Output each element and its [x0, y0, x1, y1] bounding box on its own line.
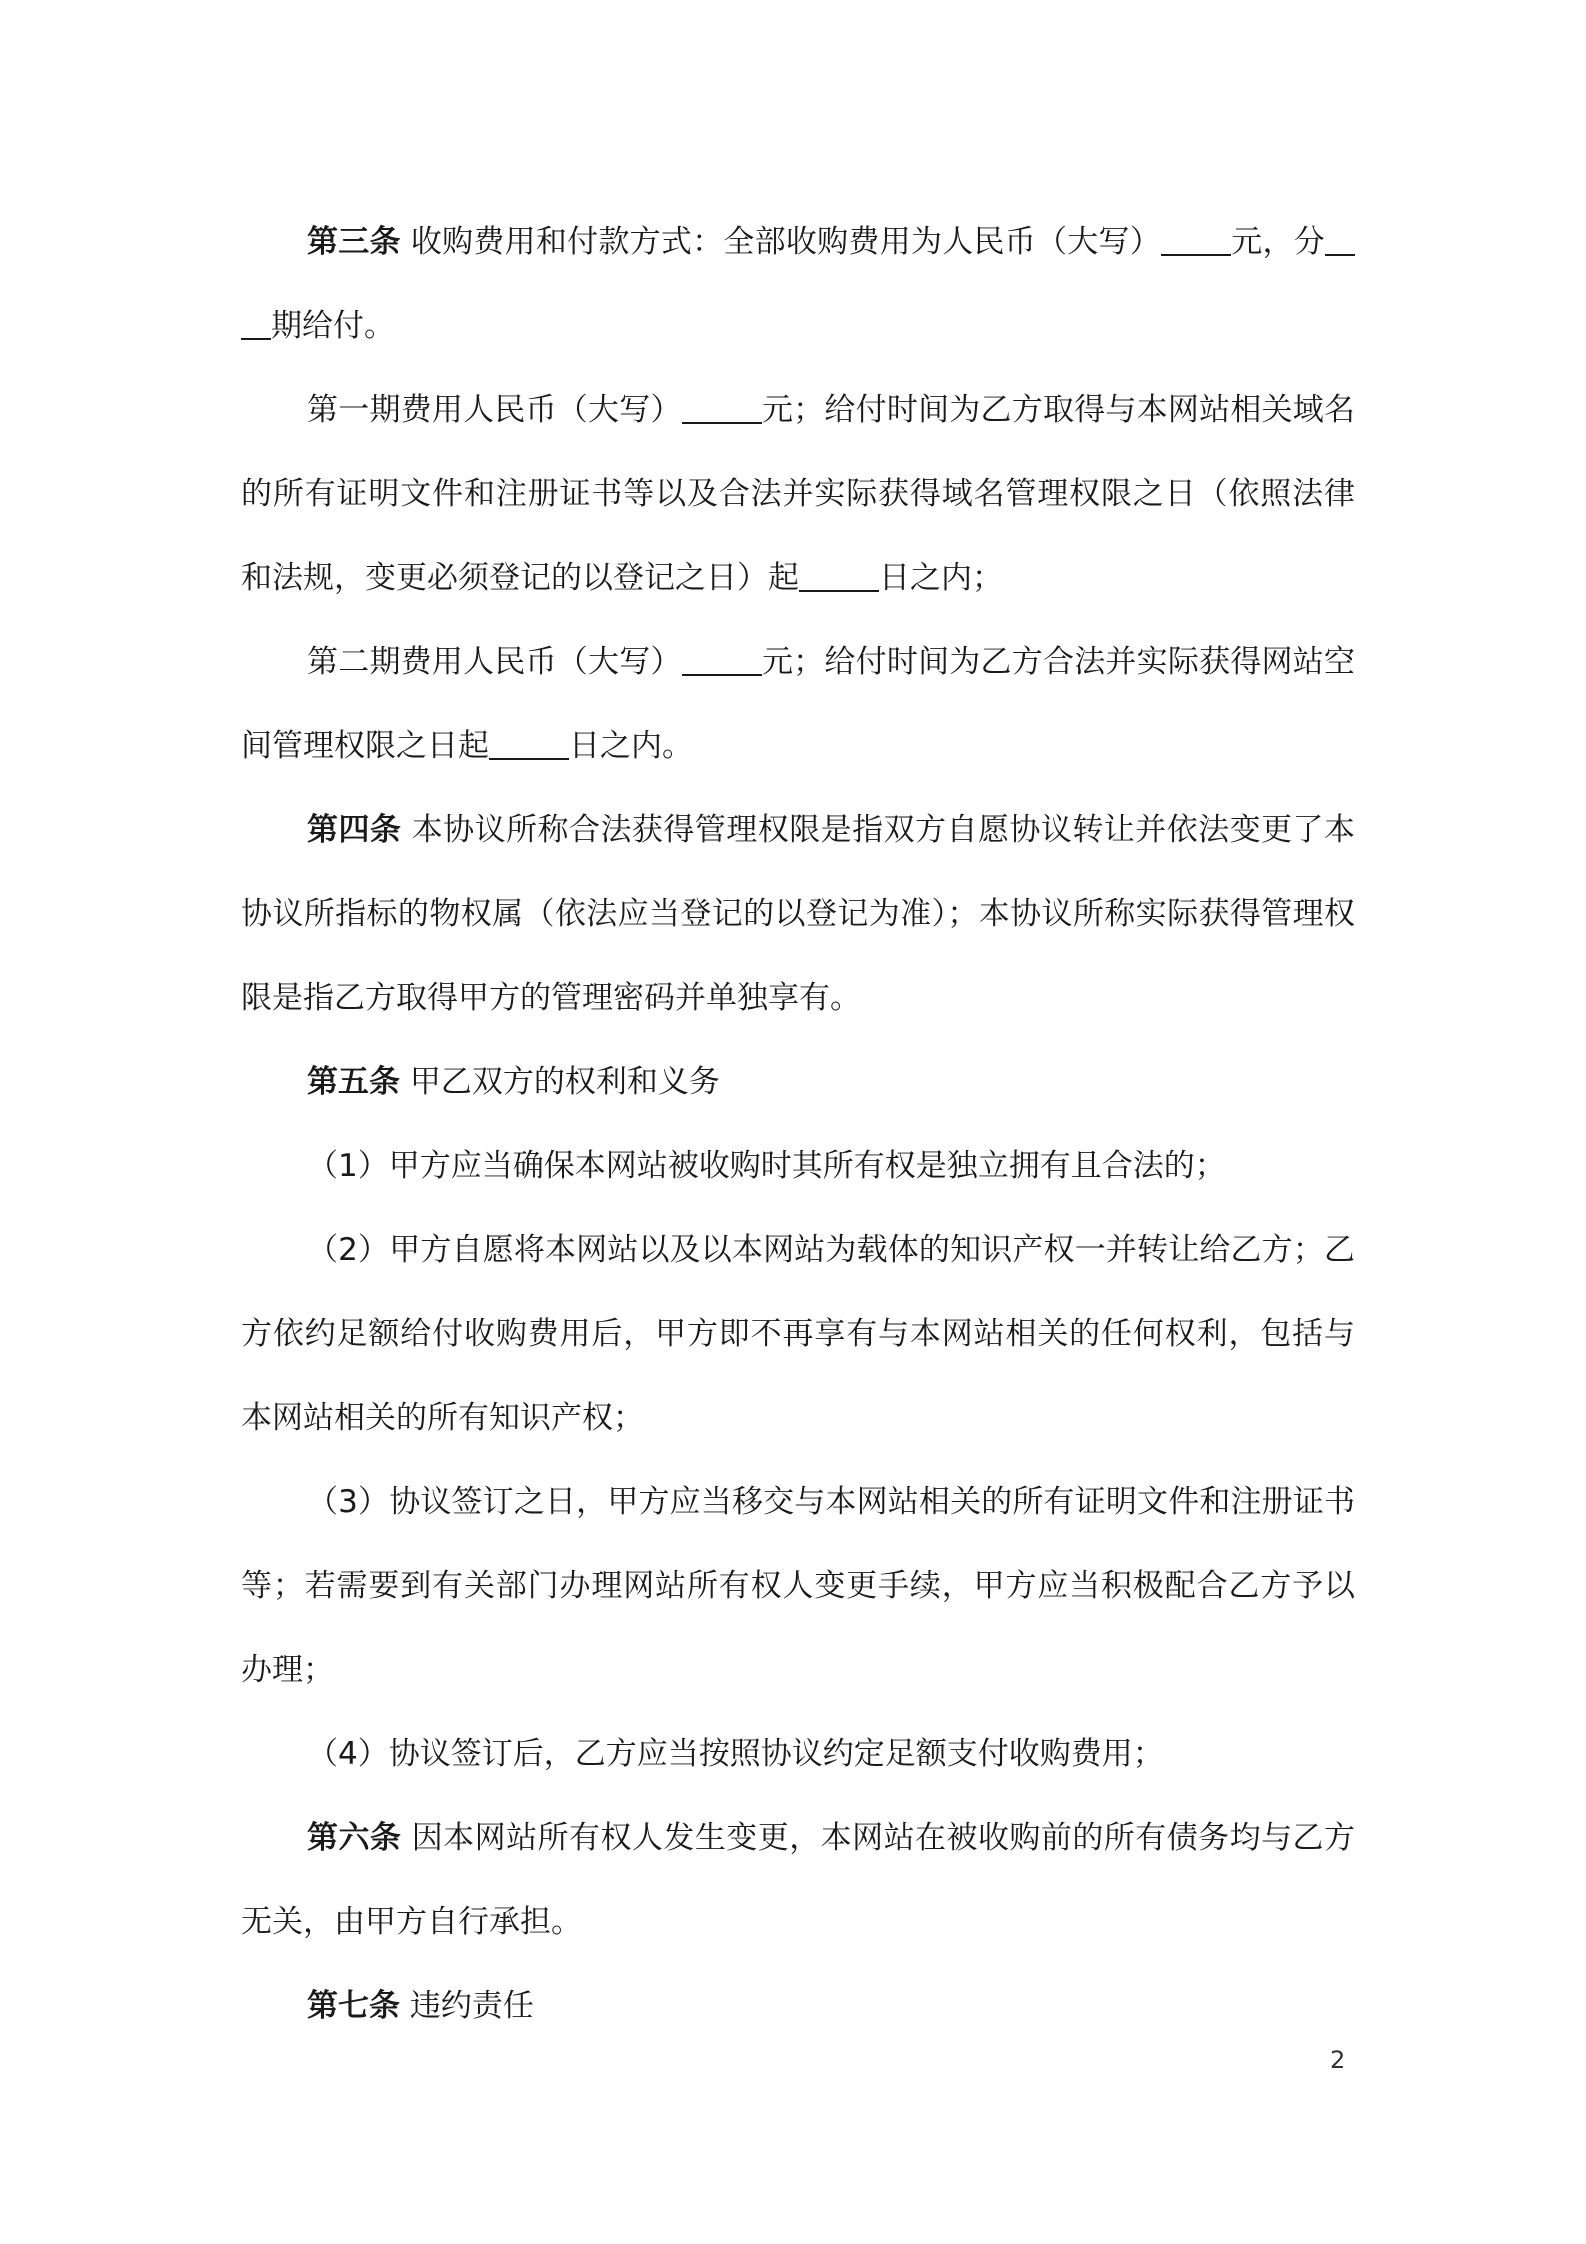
article-6-text: 因本网站所有权人发生变更，本网站在被收购前的所有债务均与乙方无关，由甲方自行承担。: [241, 1820, 1356, 1940]
phase-2-days-blank: [489, 728, 569, 760]
article-7-paragraph: [241, 1964, 1355, 2048]
installments-blank-1: [1325, 224, 1355, 256]
phase-2-text-b: 元；给付时间为乙方合法并实际获得网站空间管理权限之日起: [241, 644, 1356, 764]
article-3-text-a: 收购费用和付款方式：全部收购费用为人民币（大写）: [410, 224, 1161, 260]
phase-2-text-c: 日之内。: [569, 728, 693, 764]
article-4-text: 本协议所称合法获得管理权限是指双方自愿协议转让并依法变更了本协议所指标的物权属（依法应当登记的以登记为准）；本协议所称实际获得管理权限是指乙方取得甲方的管理密码并单独享有。: [241, 812, 1356, 1016]
total-amount-blank: [1161, 224, 1231, 256]
article-4-heading: 第四条: [307, 812, 402, 848]
document-body: [241, 200, 1355, 2048]
phase-2-amount-blank: [682, 644, 762, 676]
phase-1-paragraph: [241, 368, 1355, 620]
article-5-paragraph: [241, 1040, 1355, 1124]
phase-1-text-a: 第一期费用人民币（大写）: [307, 392, 682, 428]
article-5-heading: 第五条: [307, 1064, 400, 1100]
phase-2-paragraph: [241, 620, 1355, 788]
article-6-heading: 第六条: [307, 1820, 402, 1856]
article-5-item-2: （2）甲方自愿将本网站以及以本网站为载体的知识产权一并转让给乙方；乙方依约足额给付收购费用后，甲方即不再享有与本网站相关的任何权利，包括与本网站相关的所有知识产权；: [241, 1232, 1355, 1436]
phase-1-text-c: 日之内；: [879, 560, 1003, 596]
phase-1-text-b: 元；给付时间为乙方取得与本网站相关域名的所有证明文件和注册证书等以及合法并实际获得域名管理权限之日（依照法律和法规，变更必须登记的以登记之日）起: [241, 392, 1356, 596]
phase-1-days-blank: [799, 560, 879, 592]
page-number: 2: [1330, 2046, 1346, 2074]
phase-1-amount-blank: [682, 392, 762, 424]
article-7-heading: 第七条: [307, 1988, 400, 2024]
article-6-paragraph: [241, 1796, 1355, 1964]
phase-2-text-a: 第二期费用人民币（大写）: [307, 644, 682, 680]
article-5-item-3: （3）协议签订之日，甲方应当移交与本网站相关的所有证明文件和注册证书等；若需要到有关部门办理网站所有权人变更手续，甲方应当积极配合乙方予以办理；: [241, 1484, 1355, 1688]
article-3-paragraph: [241, 200, 1355, 368]
article-5-title: 甲乙双方的权利和义务: [409, 1064, 720, 1100]
installments-blank-2: [241, 308, 271, 340]
article-3-heading: 第三条: [307, 224, 401, 260]
article-3-text-c: 期给付。: [271, 308, 395, 344]
article-7-title: 违约责任: [409, 1988, 534, 2024]
article-5-item-1: （1）甲方应当确保本网站被收购时其所有权是独立拥有且合法的；: [307, 1148, 1226, 1184]
article-3-text-b: 元，分: [1230, 224, 1326, 260]
article-4-paragraph: [241, 788, 1355, 1040]
article-5-item-4: （4）协议签订后，乙方应当按照协议约定足额支付收购费用；: [307, 1736, 1164, 1772]
